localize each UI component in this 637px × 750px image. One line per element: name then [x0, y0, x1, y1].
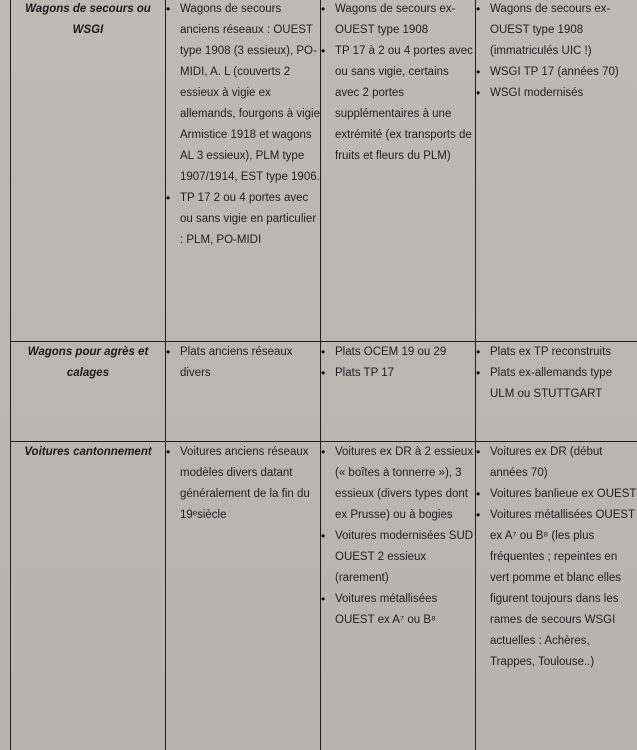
table-cell — [476, 342, 637, 442]
item-list — [476, 0, 637, 104]
list-item: • Plats OCEM 19 ou 29 — [321, 342, 475, 363]
table-cell — [321, 342, 476, 442]
table-cell — [166, 0, 321, 342]
item-list — [321, 342, 475, 384]
list-item: • Voitures anciens réseaux modèles divers datant généralement de la fin du 19ᵉsiècle — [166, 442, 320, 526]
list-item: • WSGI modernisés — [476, 83, 637, 104]
list-item: • Wagons de secours ex-OUEST type 1908 — [321, 0, 475, 41]
item-list — [166, 342, 320, 384]
list-item: • Voitures métallisées OUEST ex A⁷ ou B⁸ — [321, 589, 475, 631]
list-item: • WSGI TP 17 (années 70) — [476, 62, 637, 83]
list-item: • Wagons de secours anciens réseaux : OUEST type 1908 (3 essieux), PO-MIDI, A. L (couverts 2 essieux à vigie ex allemands, fourgons à vigie Armistice 1918 et wagons AL 3 essieux), PLM type 1907/1914, EST type 1906. — [166, 0, 320, 188]
list-item: • Plats ex-allemands type ULM ou STUTTGART — [476, 363, 637, 405]
item-list — [321, 442, 475, 631]
table-cell — [166, 342, 321, 442]
list-item: • TP 17 à 2 ou 4 portes avec ou sans vigie, certains avec 2 portes supplémentaires à une extrémité (ex transports de fruits et fleurs du PLM) — [321, 41, 475, 167]
list-item: • Plats anciens réseaux divers — [166, 342, 320, 384]
table-cell — [166, 442, 321, 750]
list-item: • Wagons de secours ex-OUEST type 1908 (immatriculés UIC !) — [476, 0, 637, 62]
list-item: • Voitures banlieue ex OUEST — [476, 484, 637, 505]
item-list — [166, 0, 320, 251]
table-cell — [321, 442, 476, 750]
rolling-stock-table — [10, 0, 637, 750]
row-label: Wagons de secours ou WSGI — [11, 0, 166, 342]
list-item: • Plats TP 17 — [321, 363, 475, 384]
table-row — [11, 342, 637, 442]
row-label: Voitures cantonnement — [11, 442, 166, 750]
table-cell — [476, 442, 637, 750]
list-item: • Voitures ex DR (début années 70) — [476, 442, 637, 484]
list-item: • TP 17 2 ou 4 portes avec ou sans vigie en particulier : PLM, PO-MIDI — [166, 188, 320, 251]
item-list — [476, 442, 637, 673]
item-list — [321, 0, 475, 167]
table-cell — [476, 0, 637, 342]
list-item: • Voitures modernisées SUD OUEST 2 essieux (rarement) — [321, 526, 475, 589]
table-cell — [321, 0, 476, 342]
table-row — [11, 0, 637, 342]
list-item: • Voitures métallisées OUEST ex A⁷ ou B⁸ (les plus fréquentes ; repeintes en vert pomme et blanc elles figurent toujours dans les rames de secours WSGI actuelles : Achères, Trappes, Toulouse..) — [476, 505, 637, 673]
list-item: • Voitures ex DR à 2 essieux (« boîtes à tonnerre »), 3 essieux (divers types dont ex Prusse) ou à bogies — [321, 442, 475, 526]
table-row — [11, 442, 637, 750]
list-item: • Plats ex TP reconstruits — [476, 342, 637, 363]
row-label: Wagons pour agrès et calages — [11, 342, 166, 442]
item-list — [166, 442, 320, 526]
item-list — [476, 342, 637, 405]
